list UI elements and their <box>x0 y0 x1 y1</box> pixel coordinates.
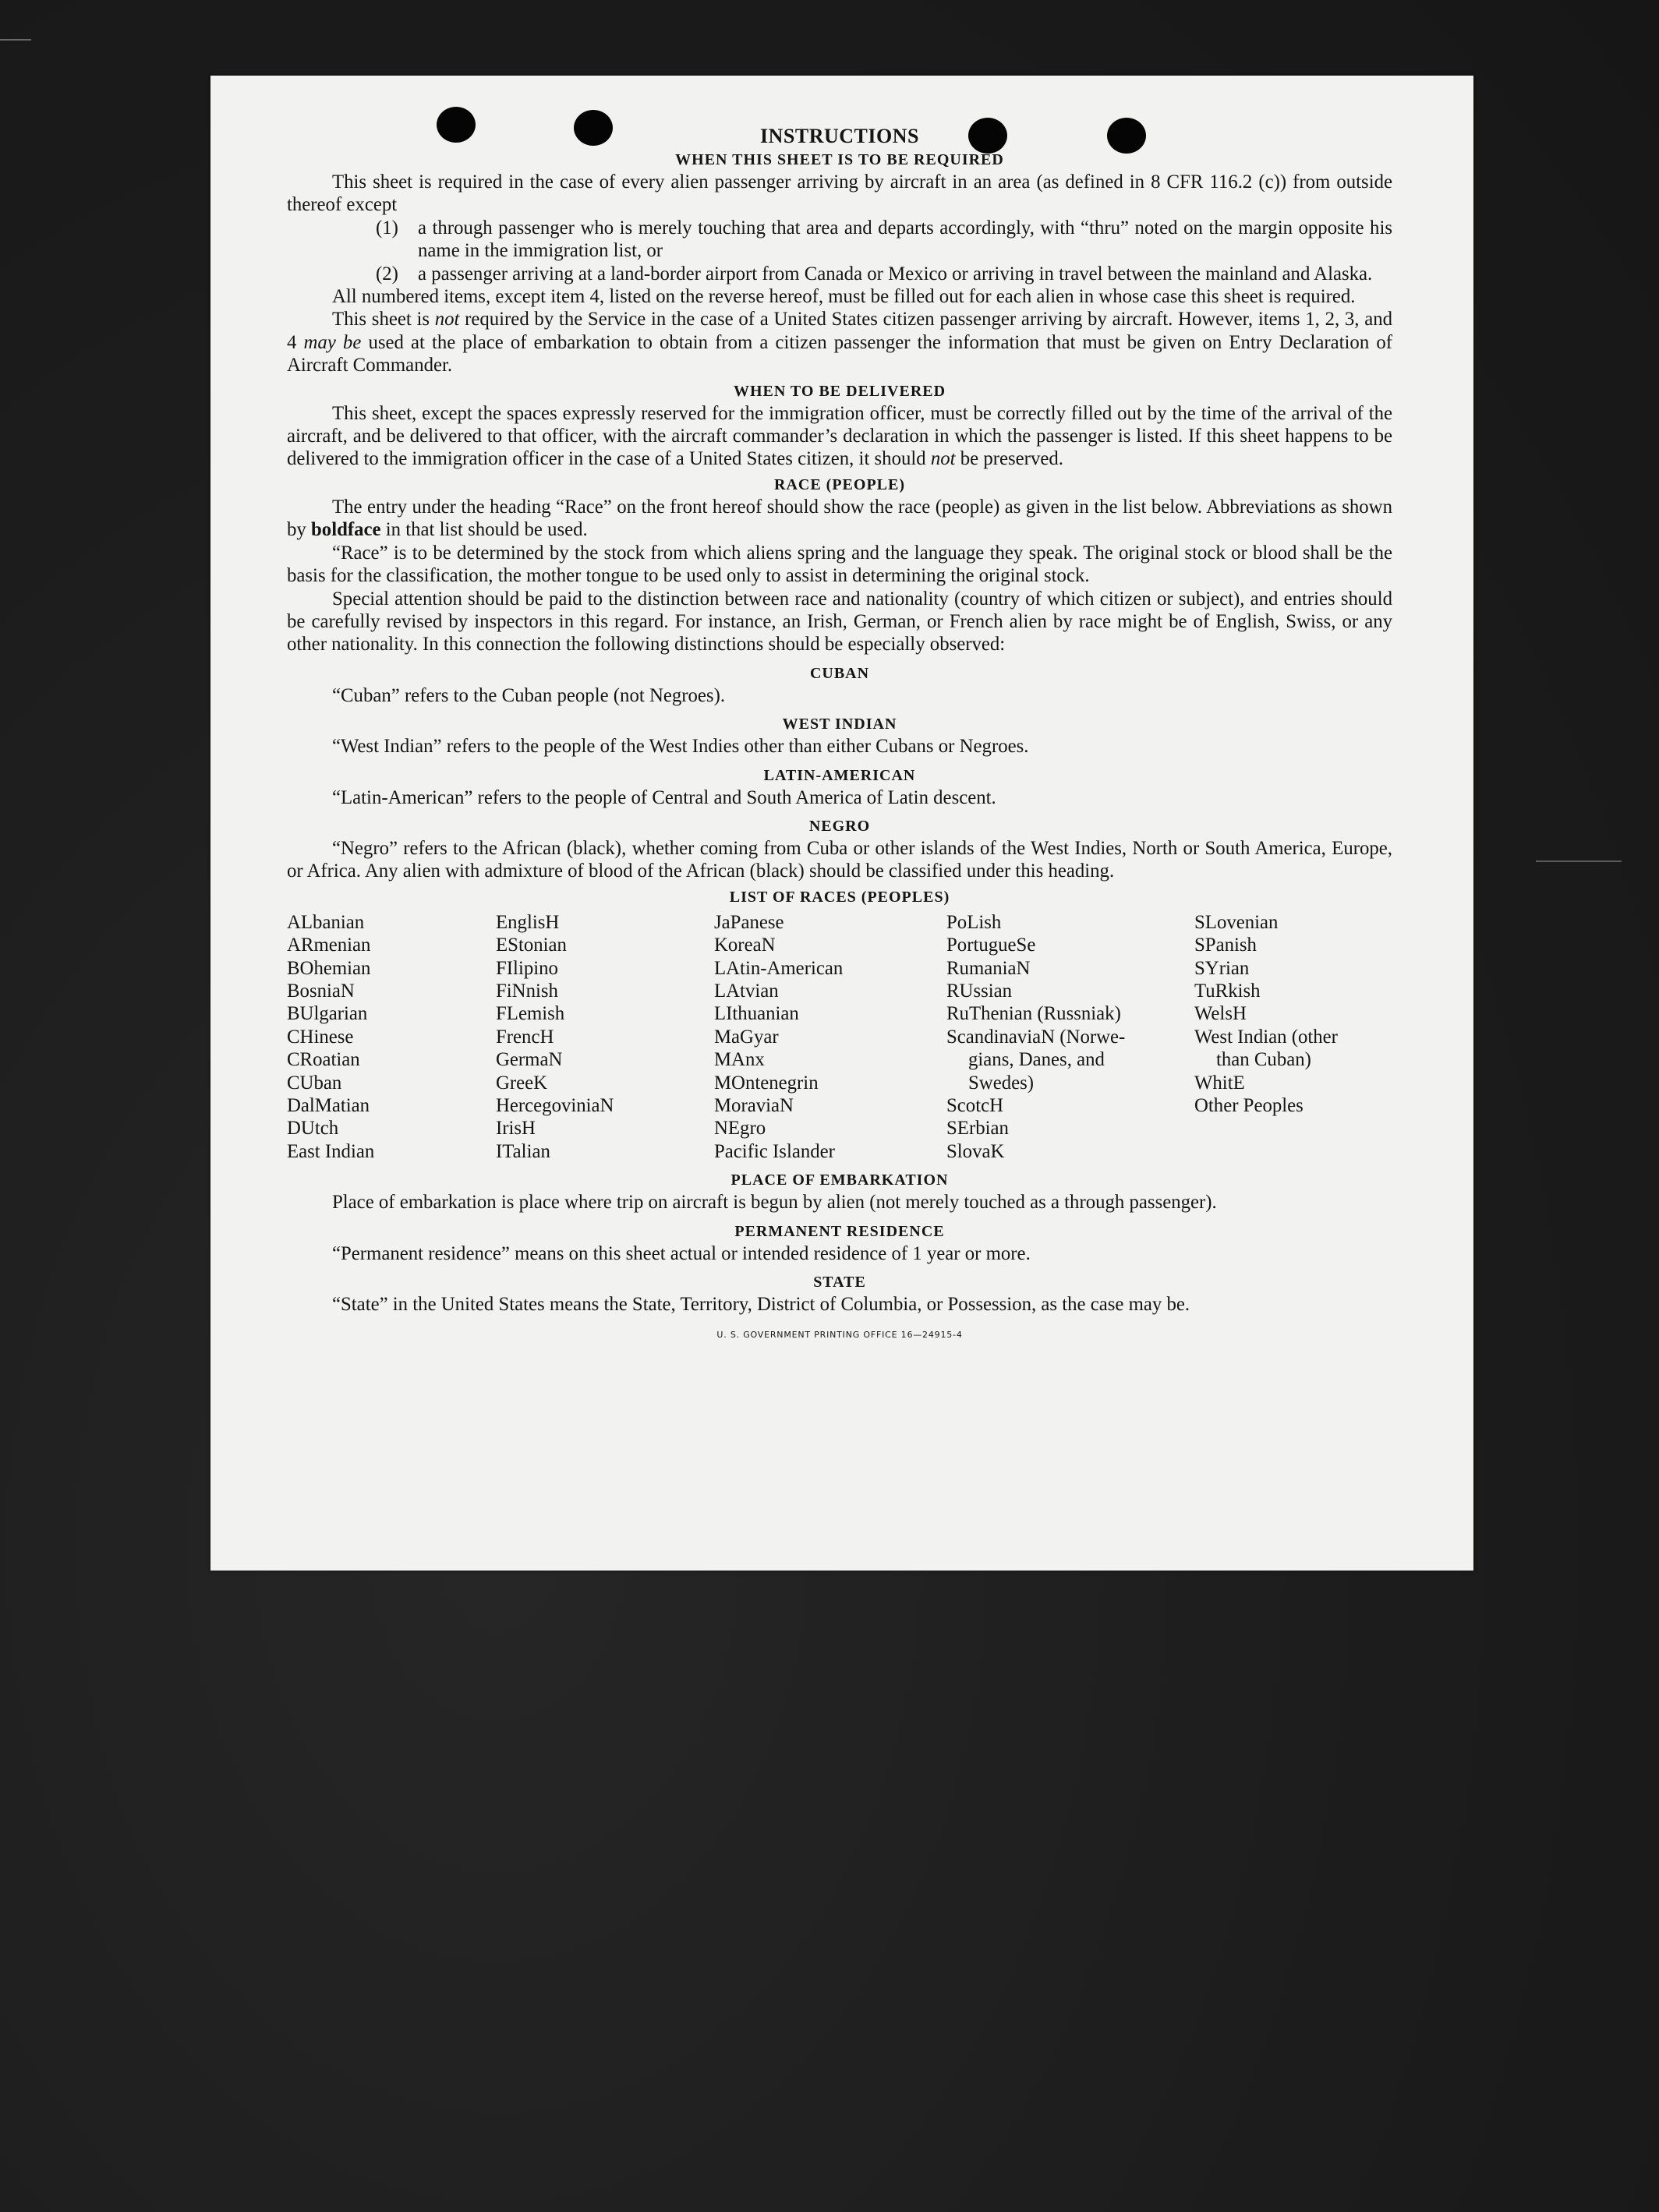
paragraph-cuban: “Cuban” refers to the Cuban people (not Negroes). <box>332 684 726 706</box>
list-item: MoraviaN <box>714 1095 794 1116</box>
paragraph-race-entry <box>287 496 1392 542</box>
printing-office-footer: U. S. GOVERNMENT PRINTING OFFICE 16—24915-4 <box>716 1330 963 1341</box>
list-item: ALbanian <box>287 911 365 933</box>
list-item: RumaniaN <box>946 957 1031 979</box>
italic-text: may be <box>303 331 362 353</box>
list-item: IrisH <box>496 1118 536 1140</box>
list-item: SPanish <box>1194 935 1257 956</box>
list-item: HercegoviniaN <box>496 1095 614 1116</box>
text-run: The entry under the heading “Race” on the front hereof should show the race (people) as given in the list below. Abbreviations as shown by <box>287 496 1392 541</box>
instructions-content <box>287 124 1392 1347</box>
list-item: RuThenian (Russniak) <box>946 1003 1121 1025</box>
list-item: FIlipino <box>496 957 558 979</box>
heading-when-required: WHEN THIS SHEET IS TO BE REQUIRED <box>675 151 1004 168</box>
italic-text: not <box>434 309 460 330</box>
heading-list-of-races: LIST OF RACES (PEOPLES) <box>729 888 950 906</box>
list-item: ARmenian <box>287 935 371 956</box>
list-item: WhitE <box>1194 1072 1245 1094</box>
film-scratch <box>0 39 31 41</box>
paragraph-residence: “Permanent residence” means on this sheet actual or intended residence of 1 year or more. <box>332 1242 1031 1264</box>
bold-text: boldface <box>311 519 381 541</box>
heading-when-delivered: WHEN TO BE DELIVERED <box>733 382 946 400</box>
list-item: West Indian (other <box>1194 1026 1338 1048</box>
text-run: used at the place of embarkation to obtain from a citizen passenger the information that must be given on Entry Declaration of Aircraft Commander. <box>287 331 1392 376</box>
text-run: be preserved. <box>955 448 1063 470</box>
item-text: a passenger arriving at a land-border airport from Canada or Mexico or arriving in travel between the mainland and Alaska. <box>418 263 1373 284</box>
list-item: than Cuban) <box>1216 1049 1311 1071</box>
heading-state: STATE <box>813 1274 866 1292</box>
list-item: BOhemian <box>287 957 371 979</box>
list-item: EStonian <box>496 935 567 956</box>
list-item: Swedes) <box>968 1072 1035 1094</box>
list-item: GreeK <box>496 1072 548 1094</box>
list-item: KoreaN <box>714 935 776 956</box>
paragraph-west-indian: “West Indian” refers to the people of the West Indies other than either Cubans or Negroes. <box>332 736 1029 758</box>
document-sheet <box>210 76 1473 1571</box>
races-list <box>287 911 1392 1163</box>
text-run: in that list should be used. <box>380 519 588 541</box>
heading-cuban: CUBAN <box>809 664 870 682</box>
list-item: CRoatian <box>287 1049 360 1071</box>
film-scratch <box>1536 860 1622 862</box>
list-item: SLovenian <box>1194 911 1279 933</box>
paragraph-state: “State” in the United States means the State, Territory, District of Columbia, or Possession, as the case may be. <box>332 1294 1190 1316</box>
text-run: This sheet, except the spaces expressly reserved for the immigration officer, must be correctly filled out by the time of the arrival of the aircraft, and be delivered to that officer, with the aircraft commander’s declaration in which the passenger is listed. If this sheet happens to be delivered to the immigration officer in the case of a United States citizen, it should <box>287 402 1392 470</box>
paragraph-negro: “Negro” refers to the African (black), whether coming from Cuba or other islands of the West Indies, North or South America, Europe, or Africa. Any alien with admixture of blood of the African (black) should be classified under this heading. <box>287 837 1392 882</box>
paragraph-delivered <box>287 402 1392 471</box>
list-item: PortugueSe <box>946 935 1036 956</box>
list-item: DalMatian <box>287 1095 370 1116</box>
list-item: NEgro <box>714 1118 766 1140</box>
list-item: JaPanese <box>714 911 784 933</box>
page-title: INSTRUCTIONS <box>760 125 919 147</box>
list-item: MaGyar <box>714 1026 779 1048</box>
list-item: BUlgarian <box>287 1003 368 1025</box>
list-item: MAnx <box>714 1049 765 1071</box>
item-number: (1) <box>376 217 398 239</box>
list-item: Other Peoples <box>1194 1095 1304 1116</box>
list-item: RUssian <box>946 980 1013 1002</box>
list-item: BosniaN <box>287 980 355 1002</box>
list-item: CUban <box>287 1072 342 1094</box>
heading-west-indian: WEST INDIAN <box>782 716 897 733</box>
paragraph-race-nationality: Special attention should be paid to the distinction between race and nationality (country of which citizen or subject), and entries should be carefully revised by inspectors in this regard. For instance, an Irish, German, or French alien by race might be of English, Swiss, or any other nationality. In this connection the following distinctions should be especially observed: <box>287 588 1392 655</box>
heading-race: RACE (PEOPLE) <box>774 475 905 493</box>
list-item: ITalian <box>496 1140 550 1162</box>
list-item: Pacific Islander <box>714 1140 835 1162</box>
list-item <box>376 217 1392 263</box>
item-number: (2) <box>376 263 398 284</box>
paragraph-embarkation: Place of embarkation is place where trip on aircraft is begun by alien (not merely touched as a through passenger). <box>332 1192 1217 1214</box>
list-item: SlovaK <box>946 1140 1005 1162</box>
paragraph-required: This sheet is required in the case of every alien passenger arriving by aircraft in an area (as defined in 8 CFR 116.2 (c)) from outside thereof except <box>287 171 1392 216</box>
races-column <box>287 911 482 1163</box>
list-item: LAtin-American <box>714 957 844 979</box>
list-item: MOntenegrin <box>714 1072 819 1094</box>
list-item: FLemish <box>496 1003 565 1025</box>
italic-text: not <box>930 448 956 470</box>
list-item: LAtvian <box>714 980 779 1002</box>
list-item: SYrian <box>1194 957 1250 979</box>
races-column <box>496 911 700 1163</box>
heading-latin-american: LATIN-AMERICAN <box>763 766 916 784</box>
list-item: East Indian <box>287 1140 375 1162</box>
list-item: ScandinaviaN (Norwe- <box>946 1026 1126 1048</box>
list-item: CHinese <box>287 1026 354 1048</box>
list-item: WelsH <box>1194 1003 1247 1025</box>
item-text: a through passenger who is merely touching that area and departs accordingly, with “thru” noted on the margin opposite his name in the immigration list, or <box>418 217 1392 262</box>
list-item: DUtch <box>287 1118 339 1140</box>
paragraph-race-definition: “Race” is to be determined by the stock from which aliens spring and the language they speak. The original stock or blood shall be the basis for the classification, the mother tongue to be used only to assist in determining the original stock. <box>287 542 1392 587</box>
text-run: required by the Service in the case of a United States citizen passenger arriving by aircraft. However, items 1, 2, 3, and 4 <box>287 309 1392 353</box>
races-column <box>946 911 1180 1163</box>
list-item: TuRkish <box>1194 980 1261 1002</box>
list-item: gians, Danes, and <box>968 1049 1105 1071</box>
races-column <box>714 911 932 1163</box>
paragraph-citizen <box>287 308 1392 376</box>
list-item: SErbian <box>946 1118 1009 1140</box>
heading-negro: NEGRO <box>808 817 871 835</box>
list-item: GermaN <box>496 1049 563 1071</box>
list-item: FrencH <box>496 1026 554 1048</box>
text-run: This sheet is <box>332 309 435 330</box>
list-item: EnglisH <box>496 911 560 933</box>
paragraph-latin-american: “Latin-American” refers to the people of Central and South America of Latin descent. <box>332 786 996 808</box>
races-column <box>1194 911 1392 1163</box>
paragraph-numbered-items: All numbered items, except item 4, listed on the reverse hereof, must be filled out for each alien in whose case this sheet is required. <box>332 286 1356 308</box>
heading-place-of-embarkation: PLACE OF EMBARKATION <box>730 1171 949 1189</box>
list-item: PoLish <box>946 911 1002 933</box>
list-item: FiNnish <box>496 980 558 1002</box>
list-item <box>376 263 1392 285</box>
heading-permanent-residence: PERMANENT RESIDENCE <box>734 1222 945 1240</box>
list-item: ScotcH <box>946 1095 1003 1116</box>
list-item: LIthuanian <box>714 1003 799 1025</box>
